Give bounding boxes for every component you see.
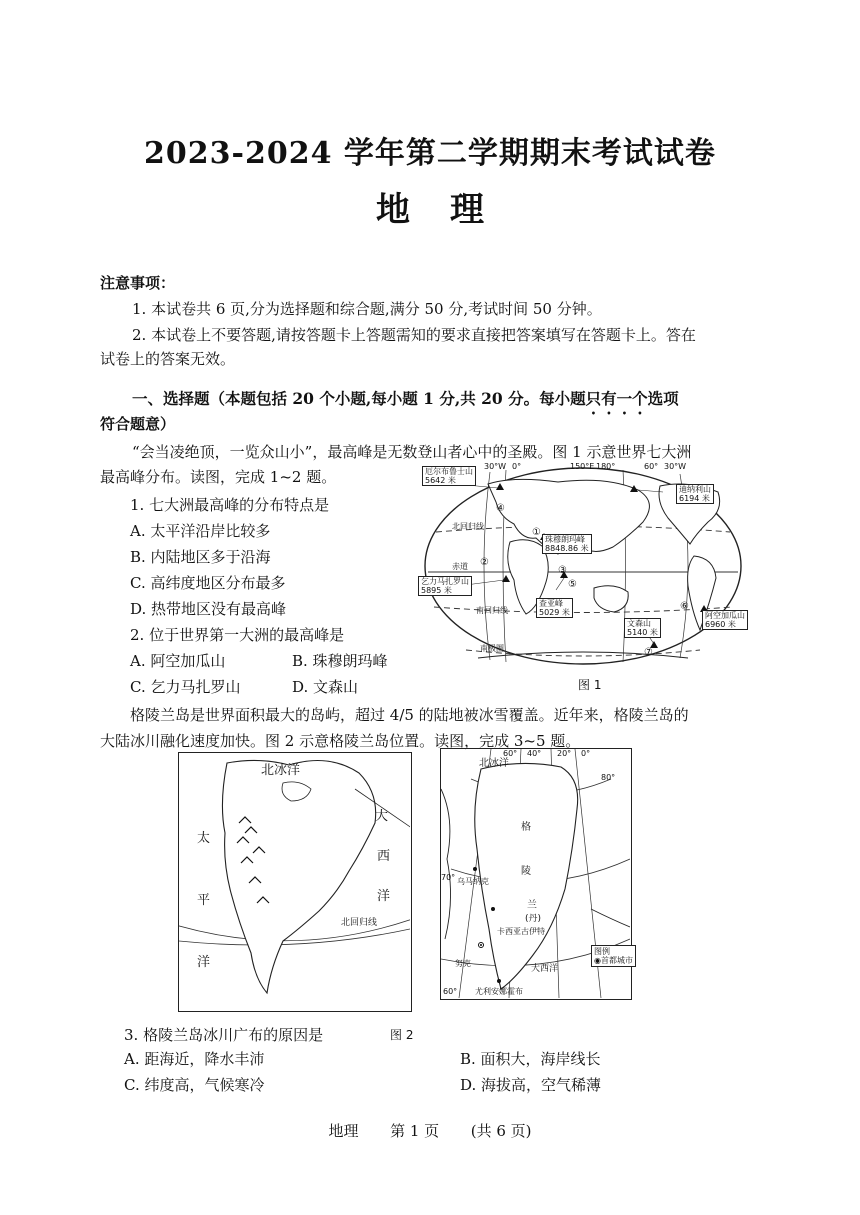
peak-name-vinson: 文森山 [627, 619, 651, 628]
gl-island-3: 兰 [527, 900, 537, 911]
canada-coast [441, 789, 451, 939]
peak-name-elbrus: 厄尔布鲁士山 [425, 467, 473, 476]
q2-stem: 2. 位于世界第一大洲的最高峰是 [130, 626, 345, 644]
peak-box-denali [676, 484, 714, 504]
peak-height-everest: 8848.86 米 [545, 544, 589, 553]
figure2-greenland-map [440, 748, 632, 1000]
lat-label-tropic-cancer: 北回归线 [452, 522, 484, 531]
q1-option-c: C. 高纬度地区分布最多 [130, 574, 286, 592]
q1-option-d: D. 热带地区没有最高峰 [130, 600, 287, 618]
q2-option-c: C. 乞力马扎罗山 [130, 678, 241, 696]
gl-place-nuuk: 努克 [455, 959, 471, 968]
peak-height-vinson: 5140 米 [627, 628, 658, 637]
notice-item-2-cont: 试卷上的答案无效。 [100, 350, 236, 368]
na-arctic-label: 北冰洋 [261, 763, 301, 778]
gl-island-1: 格 [521, 822, 531, 833]
q3-option-a: A. 距海近，降水丰沛 [124, 1050, 265, 1068]
peak-box-elbrus [422, 466, 476, 486]
peak-box-aconcagua [702, 610, 748, 630]
peak-name-denali: 迪纳利山 [679, 485, 711, 494]
gl-atlantic-label: 大西洋 [531, 964, 559, 974]
intro1-line1: “会当凌绝顶，一览众山小”，最高峰是无数登山者心中的圣殿。图 1 示意世界七大洲 [132, 443, 692, 461]
na-pacific-2: 平 [197, 893, 211, 908]
na-atlantic-2: 西 [377, 849, 391, 864]
peak-box-vinson [624, 618, 661, 638]
peak-height-kilimanjaro: 5895 米 [421, 586, 452, 595]
intro2-line2: 大陆冰川融化速度加快。图 2 示意格陵兰岛位置。读图，完成 3~5 题。 [100, 732, 581, 750]
na-atlantic-3: 洋 [377, 889, 391, 904]
marker-4: ④ [496, 503, 505, 514]
figure2-caption: 图 2 [390, 1028, 414, 1042]
gl-lon-40: 40° [527, 749, 542, 758]
q2-option-a: A. 阿空加瓜山 [130, 652, 226, 670]
marker-1: ① [532, 527, 541, 538]
peak-height-denali: 6194 米 [679, 494, 710, 503]
peak-box-everest [542, 534, 592, 554]
gl-place-julianehab: 尤利安娜霍布 [475, 987, 523, 996]
section-heading-a: 一、选择题（本题包括 20 个小题,每小题 1 分,共 20 分。每小题 [132, 389, 586, 408]
notice-item-1: 1. 本试卷共 6 页,分为选择题和综合题,满分 50 分,考试时间 50 分钟。 [132, 300, 602, 318]
section-heading-line2: 符合题意） [100, 415, 176, 433]
peak-height-jaya: 5029 米 [539, 608, 570, 617]
lon-label-30w-right: 30°W [664, 462, 687, 471]
q2-option-d: D. 文森山 [292, 678, 359, 696]
marker-5: ⑤ [568, 579, 577, 590]
q3-option-d: D. 海拔高，空气稀薄 [460, 1076, 602, 1094]
figure1-world-map [418, 462, 748, 670]
notice-heading: 注意事项： [100, 274, 176, 292]
north-america-svg [179, 753, 410, 1010]
notice-item-2: 2. 本试卷上不要答题,请按答题卡上答题需知的要求直接把答案填写在答题卡上。答在 [132, 326, 696, 344]
gl-lon-0: 0° [581, 749, 591, 758]
q1-option-a: A. 太平洋沿岸比较多 [130, 522, 271, 540]
lat-label-equator: 赤道 [452, 562, 468, 571]
lat-label-antarctic: 南极圈 [480, 644, 504, 653]
peak-box-kilimanjaro [418, 576, 472, 596]
page-footer [0, 1120, 860, 1142]
lon-label-150e: 150°E [570, 462, 595, 471]
marker-2: ② [480, 557, 489, 568]
gl-place-uummannaq: 乌马纳克 [457, 877, 489, 886]
city-dot-uummannaq [473, 867, 477, 871]
section-heading-emphasis: 只有一个 [585, 389, 648, 408]
gl-lat-60: 60° [443, 987, 458, 996]
peak-name-kilimanjaro: 乞力马扎罗山 [421, 577, 469, 586]
footer-subject: 地理 [328, 1122, 359, 1140]
marker-3: ③ [558, 565, 567, 576]
figure2-north-america-map [178, 752, 412, 1012]
exam-title: 2023-2024 学年第二学期期末考试试卷 [144, 136, 716, 171]
gl-lat-70: 70° [441, 873, 456, 882]
peak-name-aconcagua: 阿空加瓜山 [705, 611, 745, 620]
q3-option-b: B. 面积大，海岸线长 [460, 1050, 601, 1068]
gl-lon-20: 20° [557, 749, 572, 758]
subject-title: 地理 [376, 190, 524, 230]
lat-label-tropic-capricorn: 南回归线 [476, 606, 508, 615]
peak-height-aconcagua: 6960 米 [705, 620, 736, 629]
na-pacific-3: 洋 [197, 955, 211, 970]
gl-lon-60: 60° [503, 749, 518, 758]
gl-arctic-label: 北冰洋 [479, 758, 509, 769]
lon-label-30w: 30°W [484, 462, 507, 471]
section-heading-b: 选项 [647, 389, 679, 408]
lon-label-180: 180° [596, 462, 616, 471]
peak-box-jaya [536, 598, 573, 618]
city-dot-qasigiannguit [491, 907, 495, 911]
q3-option-c: C. 纬度高，气候寒冷 [124, 1076, 265, 1094]
q1-stem: 1. 七大洲最高峰的分布特点是 [130, 496, 330, 514]
city-dot-julianehab [497, 979, 501, 983]
marker-7: ⑦ [644, 647, 653, 658]
peak-name-everest: 珠穆朗玛峰 [545, 535, 585, 544]
footer-total: (共 6 页) [470, 1122, 532, 1140]
q2-option-b: B. 珠穆朗玛峰 [292, 652, 388, 670]
gl-legend-title: 图例 [594, 947, 610, 956]
peak-name-jaya: 查亚峰 [539, 599, 563, 608]
na-tropic-label: 北回归线 [341, 918, 378, 928]
figure1-caption: 图 1 [578, 678, 602, 692]
na-pacific-1: 太 [197, 831, 211, 846]
gl-place-qasigiannguit: 卡西亚古伊特 [497, 927, 545, 936]
footer-page: 第 1 页 [390, 1122, 440, 1140]
q3-stem: 3. 格陵兰岛冰川广布的原因是 [124, 1026, 324, 1044]
q1-option-b: B. 内陆地区多于沿海 [130, 548, 271, 566]
gl-legend-item: ◉首都城市 [594, 956, 633, 965]
marker-6: ⑥ [680, 601, 689, 612]
gl-legend [591, 945, 636, 967]
intro1-line2: 最高峰分布。读图，完成 1~2 题。 [100, 468, 337, 486]
lon-label-60: 60° [644, 462, 659, 471]
intro2-line1: 格陵兰岛是世界面积最大的岛屿，超过 4/5 的陆地被冰雪覆盖。近年来，格陵兰岛的 [130, 706, 689, 724]
capital-legend-icon: ◉ [594, 956, 601, 965]
gl-island-2: 陵 [521, 866, 531, 877]
gl-lat-80: 80° [601, 773, 616, 782]
peak-height-elbrus: 5642 米 [425, 476, 456, 485]
lon-label-0: 0° [512, 462, 522, 471]
gl-island-note: (丹) [525, 914, 542, 924]
section-heading [132, 388, 679, 418]
iceland-coast [591, 909, 630, 927]
na-atlantic-1: 大 [375, 809, 389, 824]
